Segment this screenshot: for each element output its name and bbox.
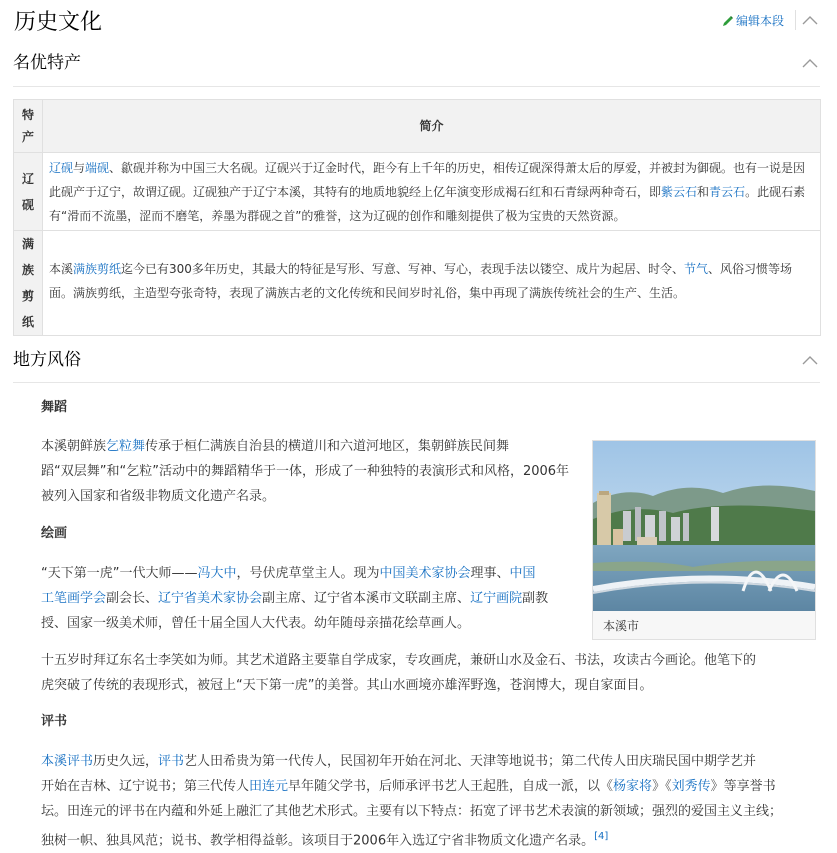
table-row <box>14 153 821 231</box>
section-title-specialties: 名优特产 <box>13 53 81 73</box>
pencil-icon <box>722 15 734 27</box>
table-header-specialty: 特产 <box>14 100 43 153</box>
table-header-intro: 简介 <box>43 100 821 153</box>
table-row <box>14 231 821 336</box>
link-liaoning-academy[interactable]: 辽宁画院 <box>470 591 523 606</box>
text: 此砚产于辽宁，故谓辽砚。辽砚独产于辽宁本溪，其特有的地质地貌经上亿年演变形成褐石红和石青绿两种奇石，即 <box>49 184 662 199</box>
text: 》等享誉书 <box>710 779 776 794</box>
link-liuxiuzhuan[interactable]: 刘秀传 <box>671 779 711 794</box>
row-name: 辽砚 <box>14 153 43 231</box>
link-benxi-pingshu[interactable]: 本溪评书 <box>41 754 94 769</box>
text: 被列入国家和省级非物质文化遗产名录。 <box>41 489 276 504</box>
subheading-dance: 舞蹈 <box>41 400 68 415</box>
text: 传承于桓仁满族自治县的横道川和六道河地区，集朝鲜族民间舞 <box>145 439 510 454</box>
text: 有“滑而不流墨，涩而不磨笔，养墨为群砚之首”的雅誉，这为辽砚的创作和雕刻提供了极为宝贵的天然资源。 <box>49 208 626 223</box>
link-qingyunshi[interactable]: 青云石 <box>709 184 746 199</box>
figure-caption: 本溪市 <box>603 619 640 633</box>
text: 与 <box>73 160 86 175</box>
subheading-painting: 绘画 <box>41 526 68 541</box>
text: 早年随父学书，后师承评书艺人王起胜，自成一派，以《 <box>288 779 614 794</box>
link-tian-lianyuan[interactable]: 田连元 <box>249 779 289 794</box>
text: ，号伏虎草堂主人。现为 <box>236 566 380 581</box>
text: 历史久远， <box>93 754 159 769</box>
text: 、歙砚并称为中国三大名砚。辽砚兴于辽金时代，距今有上千年的历史，相传辽砚深得萧太后的厚爱，并被封为御砚。也有一说是因 <box>109 160 806 175</box>
reference-link[interactable]: [4] <box>594 831 609 842</box>
paragraph-painting-2 <box>41 648 756 698</box>
text: 副教 <box>522 591 549 606</box>
text: 开始在吉林、辽宁说书；第三代传人 <box>41 779 250 794</box>
link-liaoyan[interactable]: 辽砚 <box>49 160 74 175</box>
row-name: 满族剪纸 <box>14 231 43 336</box>
row-intro <box>43 153 821 231</box>
text: 理事、 <box>470 566 510 581</box>
text: 迄今已有300多年历史，其最大的特征是写形、写意、写神、写心，表现手法以镂空、成片为起居、时令、 <box>121 262 684 276</box>
chevron-up-icon <box>802 355 818 365</box>
section-divider <box>13 382 820 383</box>
text: 。此砚石素 <box>745 184 806 199</box>
link-china-gongbi-society[interactable]: 中国 <box>509 566 536 581</box>
link-pingshu[interactable]: 评书 <box>158 754 185 769</box>
text: 虎突破了传统的表现形式，被冠上“天下第一虎”的美誉。其山水画境亦雄浑野逸，苍润博大，现自家面目。 <box>41 678 653 693</box>
text: 授、国家一级美术师，曾任十届全国人大代表。幼年随母亲描花绘草画人。 <box>41 616 471 631</box>
link-china-artists-assoc[interactable]: 中国美术家协会 <box>379 566 471 581</box>
figure-benxi[interactable] <box>592 440 816 640</box>
text: “天下第一虎”一代大师—— <box>41 566 198 581</box>
text: 本溪朝鲜族 <box>41 439 107 454</box>
text: 和 <box>697 184 710 199</box>
link-china-gongbi-society-2[interactable]: 工笔画学会 <box>41 591 107 606</box>
text: 本溪 <box>49 262 74 276</box>
link-manzu-jianzhi[interactable]: 满族剪纸 <box>73 262 122 276</box>
paragraph-storytelling <box>41 749 782 853</box>
text: 面。满族剪纸，主造型夸张奇特，表现了满族古老的文化传统和民间岁时礼俗，集中再现了满族传统社会的生产、生活。 <box>49 286 686 300</box>
text: 艺人田希贵为第一代传人，民国初年开始在河北、天津等地说书；第二代传人田庆瑞民国中期学艺并 <box>184 754 757 769</box>
collapse-specialties-button[interactable] <box>802 58 818 68</box>
collapse-page-button[interactable] <box>802 15 818 25</box>
chevron-up-icon <box>802 15 818 25</box>
text: 副会长、 <box>106 591 159 606</box>
link-feng-dazhong[interactable]: 冯大中 <box>197 566 237 581</box>
section-title-customs: 地方风俗 <box>13 350 81 370</box>
text: 十五岁时拜辽东名士李笑如为师。其艺术道路主要靠自学成家，专攻画虎，兼研山水及金石、书法，攻读古今画论。他笔下的 <box>41 653 757 668</box>
row-intro <box>43 231 821 336</box>
text: 蹈“双层舞”和“乞粒”活动中的舞蹈精华于一体，形成了一种独特的表演形式和风格，2006年 <box>41 464 570 479</box>
page-title: 历史文化 <box>14 10 103 35</box>
subheading-storytelling: 评书 <box>41 714 68 729</box>
link-ziyunshi[interactable]: 紫云石 <box>661 184 698 199</box>
text: 坛。田连元的评书在内蕴和外延上融汇了其他艺术形式。主要有以下特点：拓宽了评书艺术表演的新领域；强烈的爱国主义主线； <box>41 804 783 819</box>
specialties-table <box>13 99 821 336</box>
link-qili-dance[interactable]: 乞粒舞 <box>106 439 146 454</box>
link-jieqi[interactable]: 节气 <box>683 262 708 276</box>
chevron-up-icon <box>802 58 818 68</box>
link-duanyan[interactable]: 端砚 <box>85 160 110 175</box>
link-liaoning-artists-assoc[interactable]: 辽宁省美术家协会 <box>158 591 263 606</box>
text: 独树一帜、独具风范；说书、教学相得益彰。该项目于2006年入选辽宁省非物质文化遗产名录。 <box>41 833 595 849</box>
edit-section-link[interactable] <box>722 12 784 30</box>
collapse-customs-button[interactable] <box>802 355 818 365</box>
paragraph-dance <box>41 434 569 509</box>
table-header-row <box>14 100 821 153</box>
text: 副主席、辽宁省本溪市文联副主席、 <box>262 591 471 606</box>
text: 、风俗习惯等场 <box>707 262 792 276</box>
city-photo <box>593 441 815 611</box>
edit-label: 编辑本段 <box>736 14 785 28</box>
paragraph-painting <box>41 561 548 636</box>
text: 》《 <box>652 779 672 794</box>
section-divider <box>13 86 820 87</box>
divider <box>795 10 796 30</box>
link-yangjiajiang[interactable]: 杨家将 <box>613 779 653 794</box>
